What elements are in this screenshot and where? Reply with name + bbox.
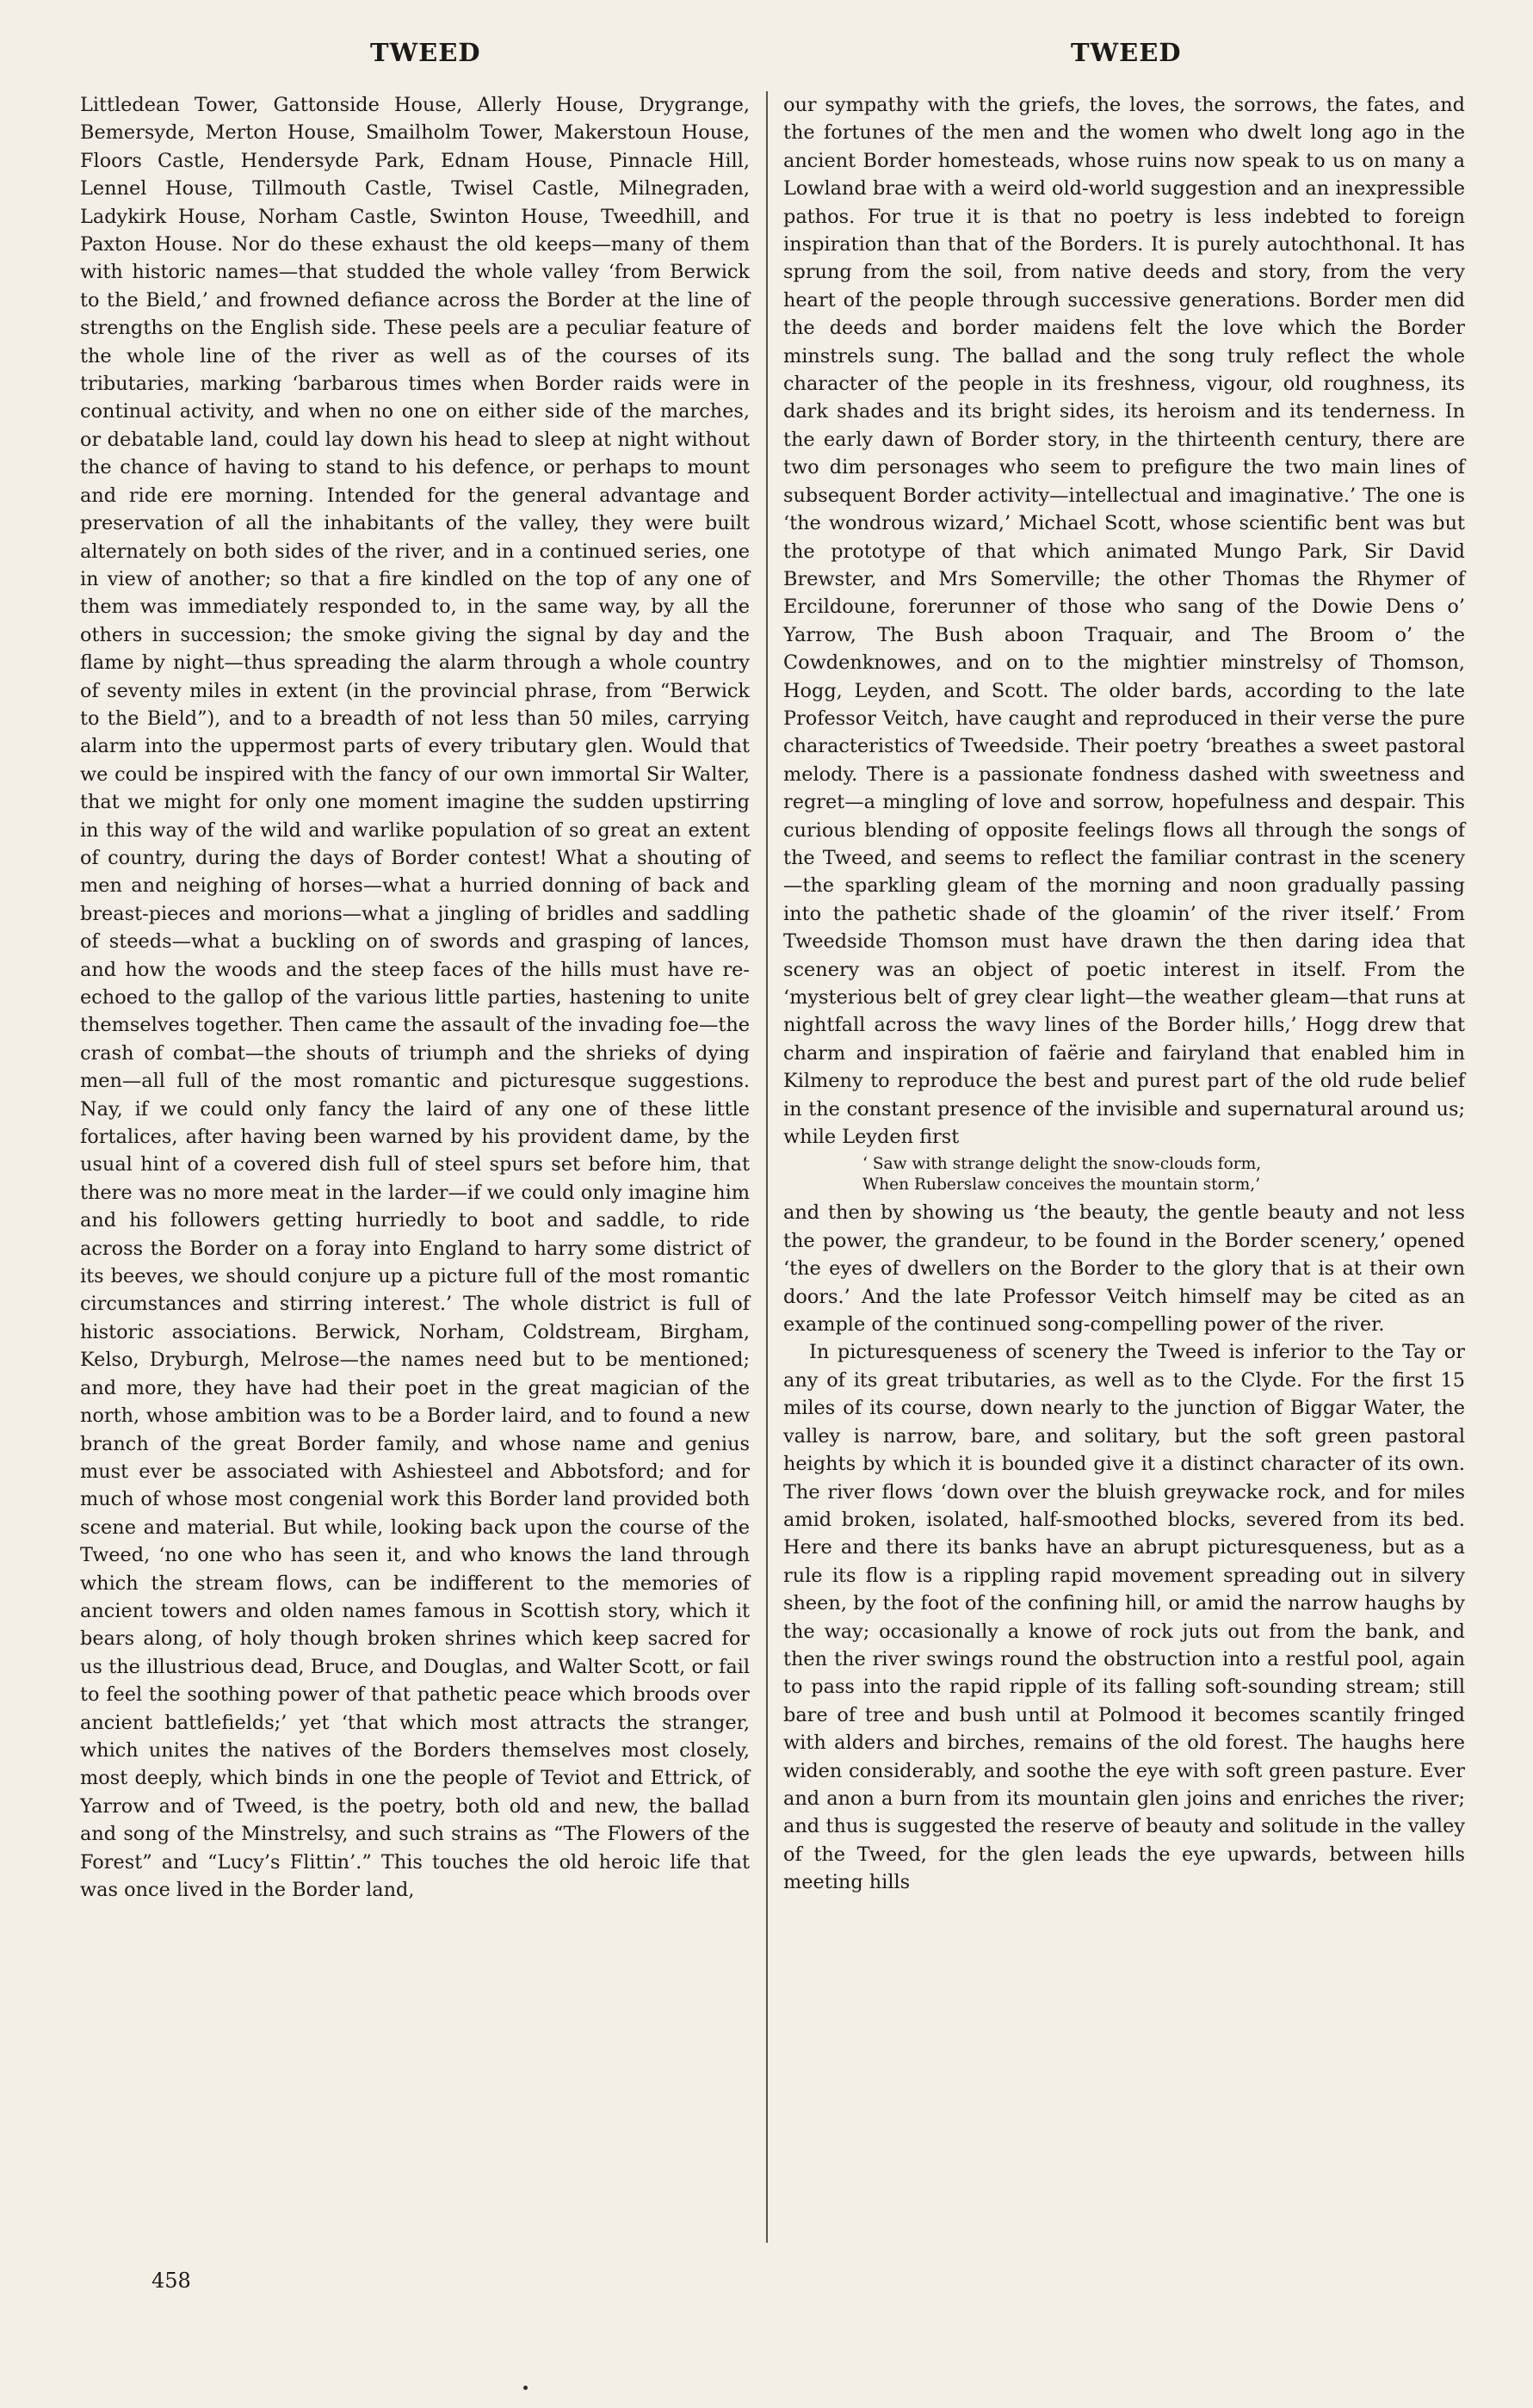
body-paragraph: and then by showing us ‘the beauty, the gentle beauty and not less the power, the grandeur, to be found in the Border scenery,’ opened ‘the eyes of dwellers on the Border to the glory that is at their own doors.’ And the late Professor Veitch himself may be cited as an example of the continued song-compelling power of the river. [783, 1201, 1465, 1337]
verse-line: When Ruberslaw conceives the mountain storm,’ [862, 1176, 1261, 1195]
body-paragraph: Littledean Tower, Gattonside House, Allerly House, Drygrange, Bemersyde, Merton House, Smailholm Tower, Makerstoun House, Floors Castle, Hendersyde Park, Ednam House, Pinnacle Hill, Lennel House, Tillmouth Castle, Twisel Castle, Milnegraden, Ladykirk House, Norham Castle, Swinton House, Tweedhill, and Paxton House. Nor do these exhaust the old keeps—many of them with historic names—that studded the whole valley ‘from Berwick to the Bield,’ and frowned defiance across the Border at the line of strengths on the English side. These peels are a peculiar feature of the whole line of the river as well as of the courses of its tributaries, marking ‘barbarous times when Border raids were in continual activity, and when no one on either side of the marches, or debatable land, could lay down his head to sleep at night without the chance of having to stand to his defence, or perhaps to mount and ride ere morning. Intended for the general advantage and preservation of all the inhabitants of the valley, they were built alternately on both sides of the river, and in a continued series, one in view of another; so that a fire kindled on the top of any one of them was immediately responded to, in the same way, by all the others in succession; the smoke giving the signal by day and the flame by night—thus spreading the alarm through a whole country of seventy miles in extent (in the provincial phrase, from “Berwick to the Bield”), and to a breadth of not less than 50 miles, carrying alarm into the uppermost parts of every tributary glen. Would that we could be inspired with the fancy of our own immortal Sir Walter, that we might for only one moment imagine the sudden upstirring in this way of the wild and warlike population of so great an extent of country, during the days of Border contest! What a shouting of men and neighing of horses—what a hurried donning of back and breast-pieces and morions—what a jingling of bridles and saddling of steeds—what a buckling on of swords and grasping of lances, and how the woods and the steep faces of the hills must have re-echoed to the gallop of the various little parties, hastening to unite themselves together. Then came the assault of the invading foe—the crash of combat—the shouts of triumph and the shrieks of dying men—all full of the most romantic and picturesque suggestions. Nay, if we could only fancy the laird of any one of these little fortalices, after having been warned by his provident dame, by the usual hint of a covered dish full of steel spurs set before him, that there was no more meat in the larder—if we could only imagine him and his followers getting hurriedly to boot and saddle, to ride across the Border on a foray into England to harry some district of its beeves, we should conjure up a picture full of the most romantic circumstances and stirring interest.’ The whole district is full of historic associations. Berwick, Norham, Coldstream, Birgham, Kelso, Dryburgh, Melrose—the names need but to be mentioned; and more, they have had their poet in the great magician of the north, whose ambition was to be a Border laird, and to found a new branch of the great Border family, and whose name and genius must ever be associated with Ashiesteel and Abbotsford; and for much of whose most congenial work this Border land provided both scene and material. But while, looking back upon the course of the Tweed, ‘no one who has seen it, and who knows the land through which the stream flows, can be indifferent to the memories of ancient towers and olden names famous in Scottish story, which it bears along, of holy though broken shrines which keep sacred for us the illustrious dead, Bruce, and Douglas, and Walter Scott, or fail to feel the soothing power of that pathetic peace which broods over ancient battlefields;’ yet ‘that which most attracts the stranger, which unites the natives of the Borders themselves most closely, most deeply, which binds in one the people of Teviot and Ettrick, of Yarrow and of Tweed, is the poetry, both old and new, the ballad and song of the Minstrelsy, and such strains as “The Flowers of the Forest” and “Lucy’s Flittin’.” This touches the old heroic life that was once lived in the Border land, [80, 94, 751, 1901]
column-divider [766, 91, 768, 2243]
body-paragraph: In picturesqueness of scenery the Tweed is inferior to the Tay or any of its great tributaries, as well as to the Clyde. For the first 15 miles of its course, down nearly to the junction of Biggar Water, the valley is narrow, bare, and solitary, but the soft green pastoral heights by which it is bounded give it a distinct character of its own. The river flows ‘down over the bluish greywacke rock, and for miles amid broken, isolated, half-smoothed blocks, severed from its bed. Here and there its banks have an abrupt picturesqueness, but as a rule its flow is a rippling rapid movement spreading out in silvery sheen, by the foot of the confining hill, or amid the narrow haughs by the way; occasionally a knowe of rock juts out from the bank, and then the river swings round the obstruction into a restful pool, again to pass into the rapid ripple of its falling soft-sounding stream; still bare of tree and bush until at Polmood it becomes scantily fringed with alders and birches, remains of the old forest. The haughs here widen considerably, and soothe the eye with soft green pasture. Ever and anon a burn from its mountain glen joins and enriches the river; and thus is suggested the reserve of beauty and solitude in the valley of the Tweed, for the glen leads the eye upwards, between hills meeting hills [783, 1341, 1465, 1894]
body-paragraph: our sympathy with the griefs, the loves, the sorrows, the fates, and the fortunes of the men and the women who dwelt long ago in the ancient Border homesteads, whose ruins now speak to us on many a Lowland brae with a weird old-world suggestion and an inexpressible pathos. For true it is that no poetry is less indebted to foreign inspiration than that of the Borders. It is purely autochthonal. It has sprung from the soil, from native deeds and story, from the very heart of the people through successive generations. Border men did the deeds and border maidens felt the love which the Border minstrels sung. The ballad and the song truly reflect the whole character of the people in its freshness, vigour, old roughness, its dark shades and its bright sides, its heroism and its tenderness. In the early dawn of Border story, in the thirteenth century, there are two dim personages who seem to prefigure the two main lines of subsequent Border activity—intellectual and imaginative.’ The one is ‘the wondrous wizard,’ Michael Scott, whose scientific bent was but the prototype of that which animated Mungo Park, Sir David Brewster, and Mrs Somerville; the other Thomas the Rhymer of Ercildoune, forerunner of those who sang of the Dowie Dens o’ Yarrow, The Bush aboon Traquair, and The Broom o’ the Cowdenknowes, and on to the mightier minstrelsy of Thomson, Hogg, Leyden, and Scott. The older bards, according to the late Professor Veitch, have caught and reproduced in their verse the pure characteristics of Tweedside. Their poetry ‘breathes a sweet pastoral melody. There is a passionate fondness dashed with sweetness and regret—a mingling of love and sorrow, hopefulness and despair. This curious blending of opposite feelings flows all through the songs of the Tweed, and seems to reflect the familiar contrast in the scenery—the sparkling gleam of the morning and noon gradually passing into the pathetic shade of the gloamin’ of the river itself.’ From Tweedside Thomson must have drawn the then daring idea that scenery was an object of poetic interest in itself. From the ‘mysterious belt of grey clear light—the weather gleam—that runs at nightfall across the wavy lines of the Border hills,’ Hogg drew that charm and inspiration of faërie and fairyland that enabled him in Kilmeny to reproduce the best and purest part of the old rude belief in the constant presence of the invisible and supernatural around us; while Leyden first [783, 94, 1465, 1149]
running-head-right: TWEED [1071, 38, 1182, 67]
running-header [0, 38, 1533, 72]
verse-quote [862, 1154, 1465, 1195]
left-column [80, 91, 750, 1904]
right-column [783, 91, 1465, 1897]
running-head-left: TWEED [370, 38, 481, 67]
verse-line: ‘ Saw with strange delight the snow-clouds form, [862, 1155, 1262, 1174]
print-mark [523, 2386, 528, 2390]
page-number: 458 [151, 2269, 191, 2293]
